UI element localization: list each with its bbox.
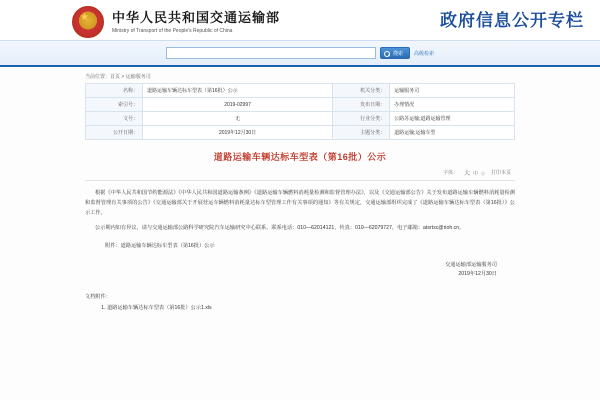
info-value-docno: 无 <box>143 112 333 126</box>
list-item <box>107 304 515 311</box>
fontsize-large-button[interactable]: 大 <box>463 171 470 177</box>
search-icon <box>384 51 390 57</box>
article <box>85 150 515 311</box>
info-label-industry: 行业分类： <box>333 112 390 126</box>
info-value-date: 2019年12月30日 <box>143 126 333 140</box>
attachments-heading: 文档附件： <box>85 294 111 300</box>
signature-org: 交通运输部运输服务司 <box>445 262 497 268</box>
fontsize-medium-button[interactable]: 中 <box>472 171 478 177</box>
table-row <box>86 126 515 140</box>
signature-date: 2019年12月30日 <box>458 271 497 277</box>
search-button[interactable] <box>380 47 410 59</box>
search-button-label: 搜索 <box>392 51 403 57</box>
info-label-docno: 文号： <box>86 112 143 126</box>
search-input[interactable] <box>166 47 376 59</box>
signature-block <box>85 261 515 279</box>
page-title: 道路运输车辆达标车型表（第16批）公示 <box>213 152 387 162</box>
info-value-publish: 办理情况 <box>390 98 515 112</box>
advanced-search-link[interactable]: 高级检索 <box>414 50 435 57</box>
info-label-agency: 机关分类： <box>333 84 390 98</box>
info-label-date: 公开日期： <box>86 126 143 140</box>
attachment-line: 附件：道路运输车辆达标车型表（第16批）公示 <box>105 243 215 249</box>
national-emblem-icon: ★ <box>70 2 106 38</box>
info-value-name: 道路运输车辆达标车型表（第16批）公示 <box>143 84 333 98</box>
info-label-index: 索引号： <box>86 98 143 112</box>
ministry-title-cn: 中华人民共和国交通运输部 <box>112 9 281 25</box>
info-label-publish: 发布日期： <box>333 98 390 112</box>
breadcrumb <box>85 73 515 83</box>
info-value-industry: 公路苏运输;道路运输管理 <box>390 112 515 126</box>
search-bar <box>0 40 600 67</box>
article-paragraph-1: 根据《中华人民共和国节约能源法》《中华人民共和国道路运输条例》《道路运输车辆燃料消耗量检测和监督管理办法》，以及《交通运输部公告》关于发布道路运输车辆燃料消耗量检测和监督管理有关事项的公告》《交通运输部关于开展营运车辆燃料消耗量达标车型管理工作有关事项的通知》等有关规定，交通运输部组织完成了《道路运输车辆达标车型表（第16批）》公示工作。 <box>85 190 515 216</box>
ministry-titles <box>112 7 280 34</box>
breadcrumb-separator: > <box>120 74 126 80</box>
breadcrumb-item-department[interactable]: 运输服务司 <box>125 74 151 80</box>
fontsize-label: 字体： <box>442 170 458 176</box>
table-row <box>86 84 515 98</box>
divider <box>85 180 515 181</box>
print-page-link[interactable]: 打印本页 <box>490 170 511 176</box>
table-row <box>86 112 515 126</box>
breadcrumb-item-home[interactable]: 首页 <box>110 74 121 80</box>
table-row <box>86 98 515 112</box>
breadcrumb-prefix: 当前位置： <box>85 74 111 80</box>
article-paragraph-2: 公示期内如有异议，请与交通运输部公路科学研究院汽车运输研究中心联系，联系电话：010—62014121，传真：010—62079727，电子邮箱：atsrtsc@rioh.cn。 <box>95 225 465 231</box>
info-label-topic: 主题分类： <box>333 126 390 140</box>
info-label-name: 名称： <box>86 84 143 98</box>
article-toolbar <box>85 168 515 177</box>
info-value-topic: 道路运输;运输车型 <box>390 126 515 140</box>
fontsize-small-button[interactable]: 小 <box>480 171 485 176</box>
info-value-agency: 运输服务司 <box>390 84 515 98</box>
ministry-title-en: Ministry of Transport of the People's Republic of China <box>112 27 233 34</box>
site-header <box>0 0 600 40</box>
info-value-index: 2019-02997 <box>143 98 333 112</box>
attachments-list <box>85 304 515 311</box>
fontsize-options <box>464 168 485 177</box>
document-info-table <box>85 83 515 140</box>
attachment-file-link[interactable]: 道路运输车辆达标车型表（第16批）公示1.xls <box>107 305 212 311</box>
banner-title: 政府信息公开专栏 <box>440 11 584 30</box>
